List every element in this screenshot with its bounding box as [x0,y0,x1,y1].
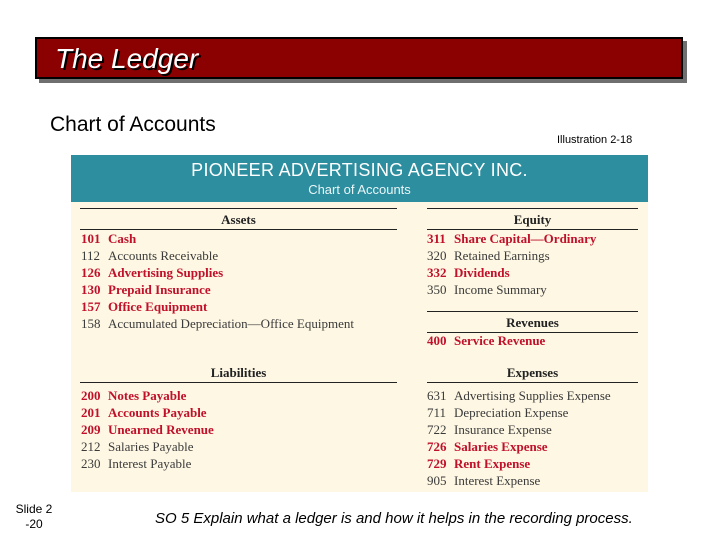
account-number: 726 [427,439,447,454]
account-number: 212 [81,439,101,454]
account-number: 631 [427,388,447,403]
account-row [81,387,186,404]
section-heading-assets: Assets [80,208,397,230]
slide-label: Slide 2 [15,502,53,516]
illustration-label: Illustration 2-18 [557,134,633,146]
account-name: Insurance Expense [454,422,552,437]
account-row [427,404,568,421]
account-row [81,421,214,438]
account-number: 130 [81,282,101,297]
account-row [427,438,548,455]
account-name: Salaries Payable [108,439,194,454]
account-name: Advertising Supplies Expense [454,388,611,403]
account-number: 729 [427,456,447,471]
account-name: Office Equipment [108,299,208,314]
account-number: 350 [427,282,447,297]
account-name: Rent Expense [454,456,531,471]
slide-number [12,502,56,532]
subtitle: Chart of Accounts [50,113,216,136]
account-number: 722 [427,422,447,437]
account-number: 101 [81,231,101,246]
account-number: 400 [427,333,447,348]
account-row [427,264,510,281]
account-number: 320 [427,248,447,263]
account-row [427,472,540,489]
account-number: 158 [81,316,101,331]
account-number: 209 [81,422,101,437]
account-name: Income Summary [454,282,547,297]
account-name: Interest Payable [108,456,192,471]
account-row [81,298,207,315]
account-name: Depreciation Expense [454,405,569,420]
account-name: Unearned Revenue [108,422,214,437]
company-header [71,155,648,202]
account-number: 200 [81,388,101,403]
account-name: Prepaid Insurance [108,282,211,297]
account-row [427,455,530,472]
account-row [81,230,136,247]
account-name: Interest Expense [454,473,541,488]
account-row [427,247,550,264]
section-heading-equity: Equity [427,208,638,230]
account-number: 711 [427,405,447,420]
chart-of-accounts-panel [71,155,648,492]
account-name: Cash [108,231,137,246]
section-heading-revenues: Revenues [427,311,638,333]
account-number: 201 [81,405,101,420]
slide-title: The Ledger [55,43,199,74]
account-row [427,230,596,247]
account-name: Service Revenue [454,333,546,348]
account-row [81,438,194,455]
account-row [427,387,611,404]
account-row [81,264,223,281]
chart-title: Chart of Accounts [308,182,411,197]
account-row [427,281,547,298]
account-row [81,315,354,332]
account-number: 230 [81,456,101,471]
account-name: Retained Earnings [454,248,550,263]
account-number: 905 [427,473,447,488]
account-name: Accounts Receivable [108,248,219,263]
account-name: Notes Payable [108,388,187,403]
account-row [81,281,211,298]
account-number: 332 [427,265,447,280]
title-bar [35,37,683,79]
account-name: Salaries Expense [454,439,548,454]
account-number: 126 [81,265,101,280]
account-number: 311 [427,231,446,246]
account-name: Accounts Payable [108,405,207,420]
study-objective: SO 5 Explain what a ledger is and how it helps in the recording process. [155,510,633,527]
slide-index: -20 [25,517,43,531]
account-row [81,455,191,472]
account-row [427,332,545,349]
account-name: Share Capital—Ordinary [454,231,597,246]
section-heading-liabilities: Liabilities [80,365,397,383]
account-row [81,247,218,264]
account-row [81,404,207,421]
account-name: Advertising Supplies [108,265,224,280]
account-name: Accumulated Depreciation—Office Equipment [108,316,354,331]
company-name: PIONEER ADVERTISING AGENCY INC. [191,160,528,180]
account-name: Dividends [454,265,510,280]
section-heading-expenses: Expenses [427,365,638,383]
account-number: 157 [81,299,101,314]
account-number: 112 [81,248,101,263]
account-row [427,421,552,438]
